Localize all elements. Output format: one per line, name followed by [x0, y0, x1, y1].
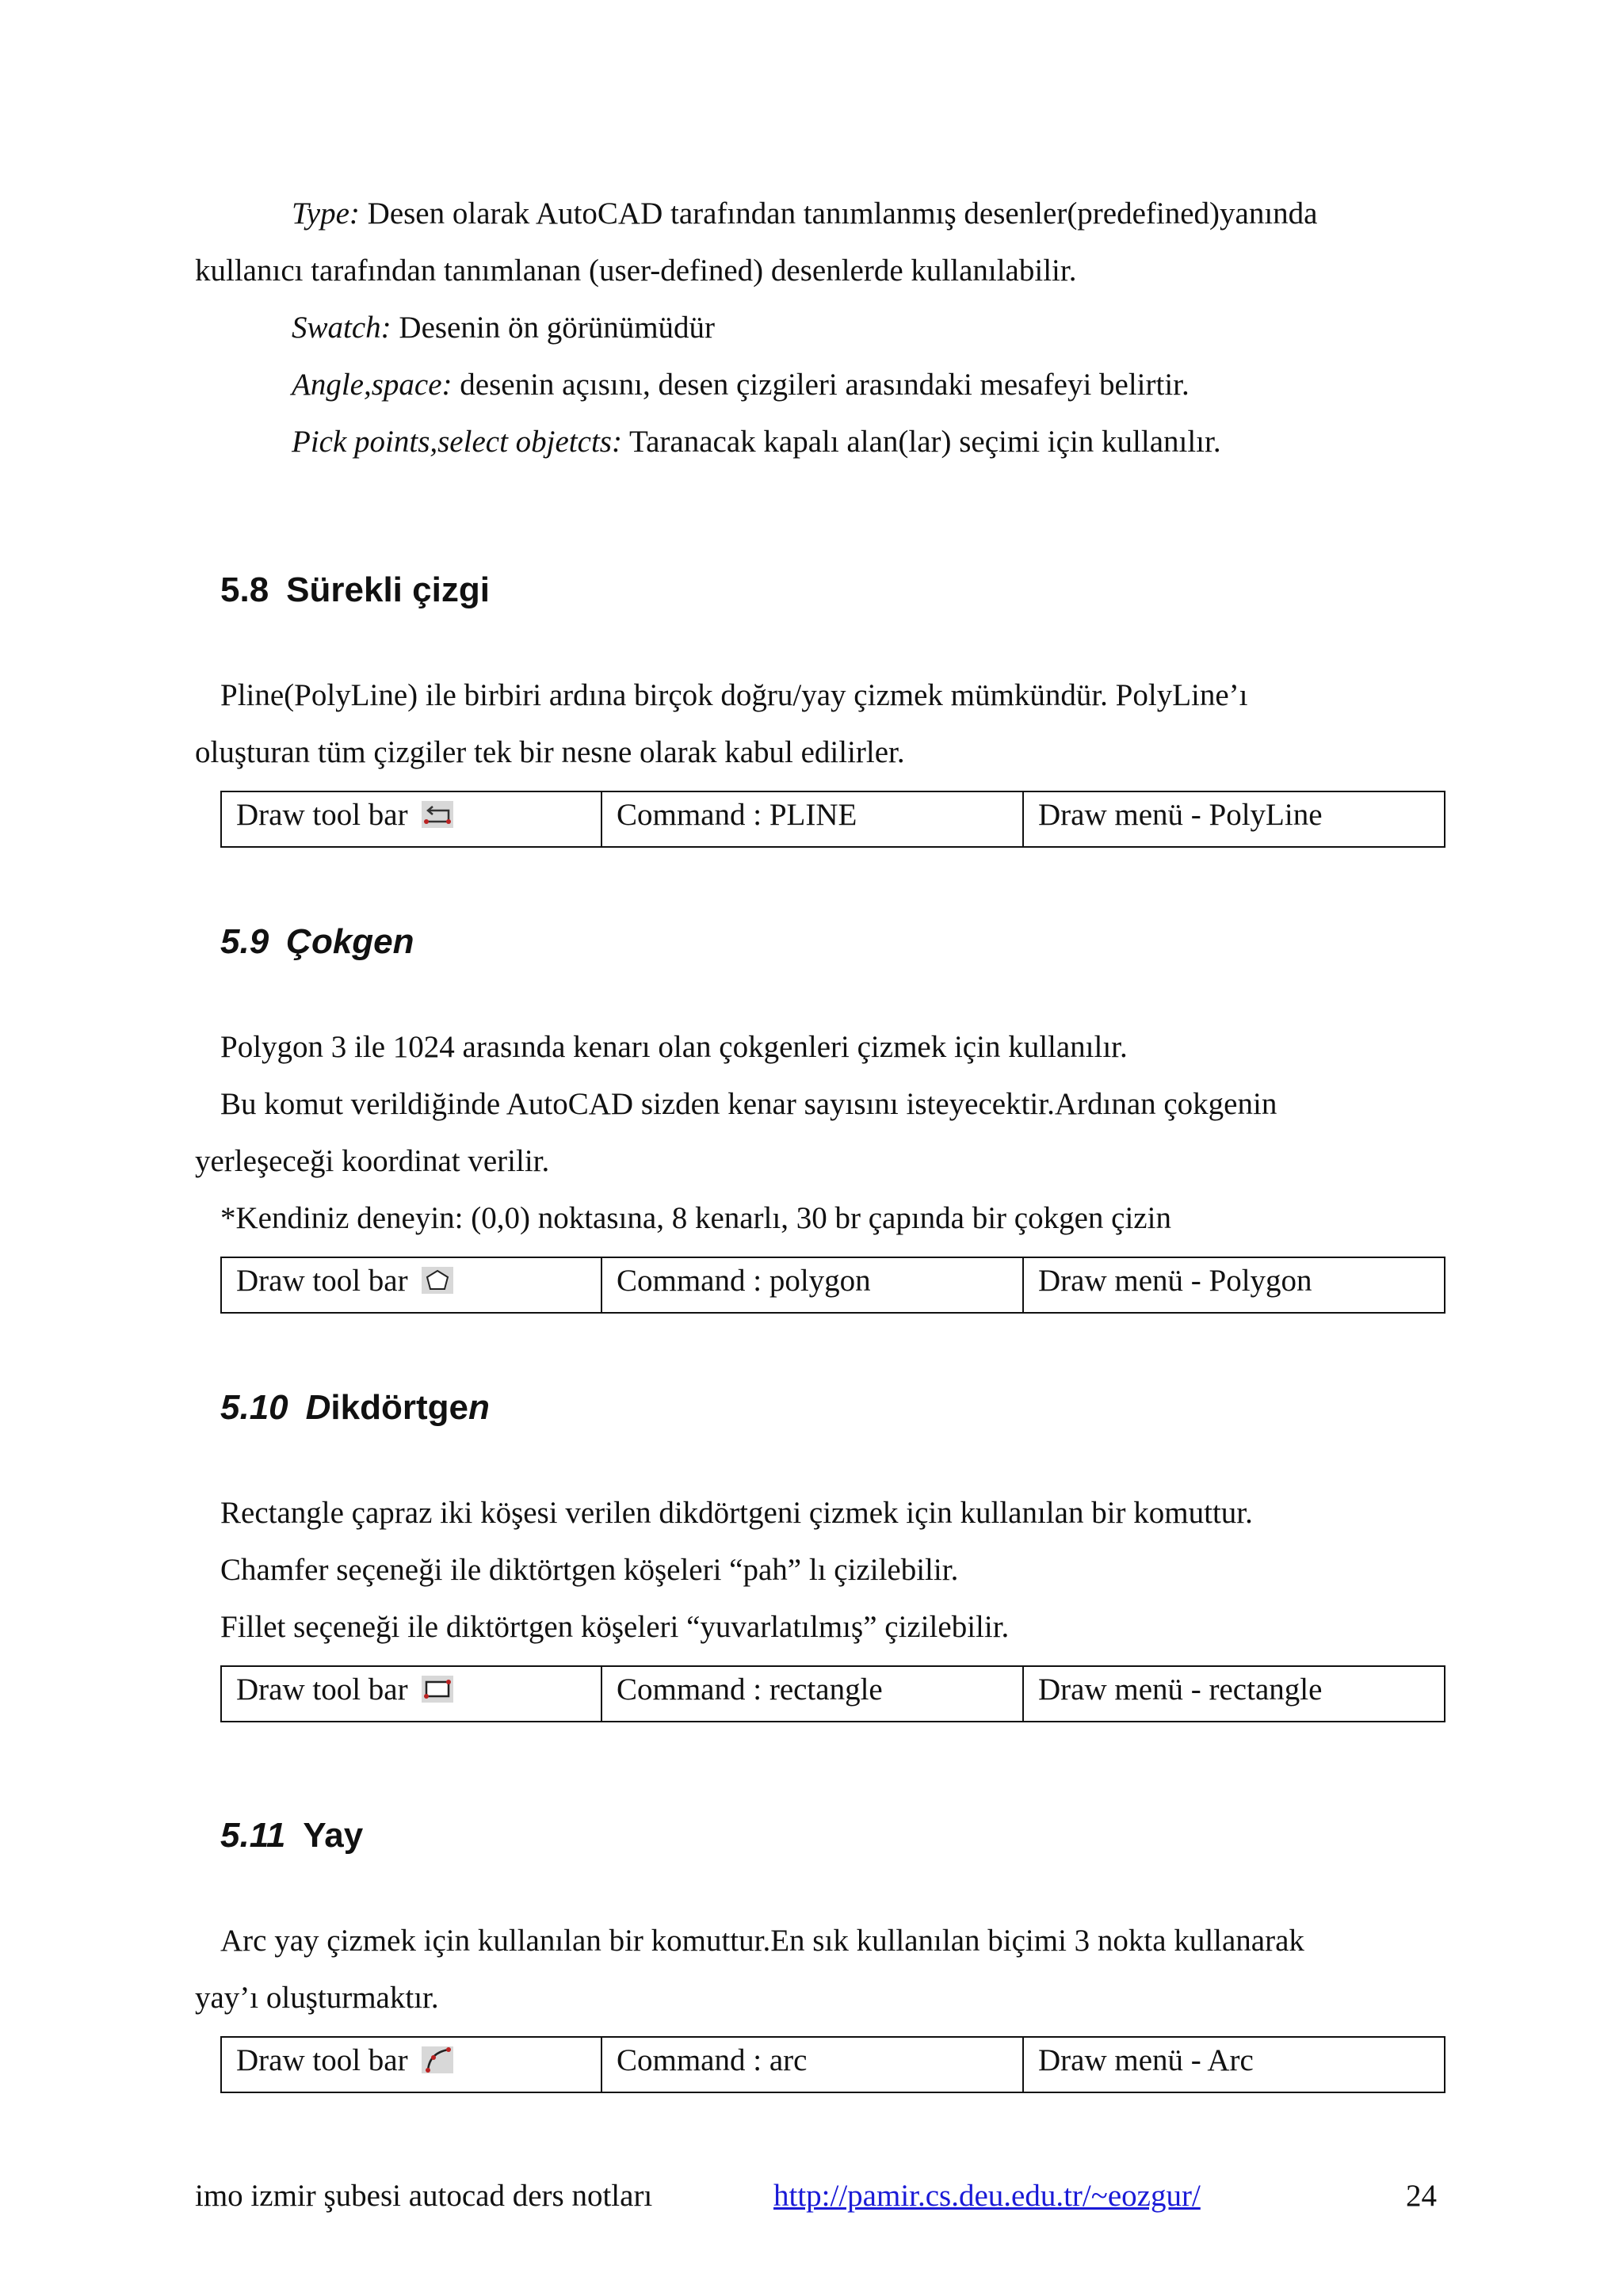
heading-5-9-number: 5.9 — [220, 922, 269, 961]
command-cell: Command : arc — [601, 2037, 1023, 2092]
toolbar-cell — [221, 1257, 601, 1313]
s59-paragraph-4: *Kendiniz deneyin: (0,0) noktasına, 8 kenarlı, 30 br çapında bir çokgen çizin — [220, 1201, 1171, 1235]
s510-paragraph-3: Fillet seçeneği ile diktörtgen köşeleri “yuvarlatılmış” çizilebilir. — [220, 1610, 1010, 1644]
pline-icon — [422, 801, 453, 828]
menu-cell: Draw menü - Arc — [1023, 2037, 1445, 2092]
heading-5-9-title: Çokgen — [286, 922, 414, 961]
s511-paragraph-2: yay’ı oluşturmaktır. — [195, 1981, 439, 2015]
footer-title: imo izmir şubesi autocad ders notları — [195, 2179, 653, 2213]
pick-text: Taranacak kapalı alan(lar) seçimi için kullanılır. — [621, 425, 1221, 459]
arc-icon — [422, 2046, 453, 2073]
pline-command-table — [220, 791, 1445, 848]
menu-cell: Draw menü - rectangle — [1023, 1666, 1445, 1722]
s510-paragraph-1: Rectangle çapraz iki köşesi verilen dikdörtgeni çizmek için kullanılan bir komuttur. — [220, 1496, 1253, 1530]
heading-5-10 — [220, 1386, 490, 1429]
toolbar-label: Draw tool bar — [236, 798, 408, 832]
heading-5-10-title: ikdörtge — [330, 1388, 468, 1427]
toolbar-label: Draw tool bar — [236, 1264, 408, 1298]
toolbar-cell — [221, 791, 601, 847]
swatch-line — [292, 309, 715, 347]
pick-label: Pick points,select objetcts: — [292, 425, 622, 459]
swatch-label: Swatch: — [292, 311, 391, 345]
polygon-command-table — [220, 1257, 1445, 1314]
heading-5-8-number: 5.8 — [220, 570, 269, 609]
s59-paragraph-1: Polygon 3 ile 1024 arasında kenarı olan çokgenleri çizmek için kullanılır. — [220, 1030, 1128, 1064]
toolbar-label: Draw tool bar — [236, 2043, 408, 2077]
type-label: Type: — [292, 196, 360, 231]
s510-paragraph-2: Chamfer seçeneği ile diktörtgen köşeleri “pah” lı çizilebilir. — [220, 1553, 959, 1587]
s59-paragraph-3: yerleşeceği koordinat verilir. — [195, 1144, 550, 1178]
command-cell: Command : PLINE — [601, 791, 1023, 847]
pick-line — [292, 423, 1221, 461]
toolbar-cell — [221, 1666, 601, 1722]
page-number: 24 — [1406, 2179, 1437, 2213]
table-row — [221, 1666, 1445, 1722]
toolbar-cell — [221, 2037, 601, 2092]
heading-5-11 — [220, 1814, 363, 1857]
table-row — [221, 2037, 1445, 2092]
s59-paragraph-2: Bu komut verildiğinde AutoCAD sizden kenar sayısını isteyecektir.Ardınan çokgenin — [220, 1087, 1277, 1121]
angle-text: desenin açısını, desen çizgileri arasındaki mesafeyi belirtir. — [452, 368, 1190, 402]
s58-paragraph-1: Pline(PolyLine) ile birbiri ardına birçok doğru/yay çizmek mümkündür. PolyLine’ı — [220, 678, 1248, 712]
s58-paragraph-2: oluşturan tüm çizgiler tek bir nesne olarak kabul edilirler. — [195, 735, 905, 769]
command-cell: Command : polygon — [601, 1257, 1023, 1313]
swatch-text: Desenin ön görünümüdür — [391, 311, 716, 345]
rectangle-command-table — [220, 1665, 1445, 1722]
type-text: Desen olarak AutoCAD tarafından tanımlanmış desenler(predefined)yanında — [359, 196, 1318, 231]
heading-5-10-initial: D — [305, 1388, 331, 1427]
heading-5-10-final: n — [468, 1388, 490, 1427]
toolbar-label: Draw tool bar — [236, 1672, 408, 1707]
heading-5-9 — [220, 921, 414, 963]
heading-5-10-number: 5.10 — [220, 1388, 288, 1427]
arc-command-table — [220, 2036, 1445, 2093]
type-continuation: kullanıcı tarafından tanımlanan (user-defined) desenlerde kullanılabilir. — [195, 254, 1077, 288]
rectangle-icon — [422, 1676, 453, 1703]
type-line — [292, 195, 1318, 233]
footer-url-link[interactable]: http://pamir.cs.deu.edu.tr/~eozgur/ — [773, 2179, 1201, 2213]
angle-line — [292, 366, 1190, 404]
heading-5-11-title: Yay — [303, 1816, 364, 1855]
heading-5-8 — [220, 569, 490, 612]
menu-cell: Draw menü - PolyLine — [1023, 791, 1445, 847]
polygon-icon — [422, 1267, 453, 1294]
heading-5-11-number: 5.11 — [220, 1816, 286, 1855]
angle-label: Angle,space: — [292, 368, 453, 402]
command-cell: Command : rectangle — [601, 1666, 1023, 1722]
menu-cell: Draw menü - Polygon — [1023, 1257, 1445, 1313]
heading-5-8-title: Sürekli çizgi — [286, 570, 490, 609]
table-row — [221, 1257, 1445, 1313]
table-row — [221, 791, 1445, 847]
s511-paragraph-1: Arc yay çizmek için kullanılan bir komuttur.En sık kullanılan biçimi 3 nokta kullanarak — [220, 1924, 1304, 1958]
